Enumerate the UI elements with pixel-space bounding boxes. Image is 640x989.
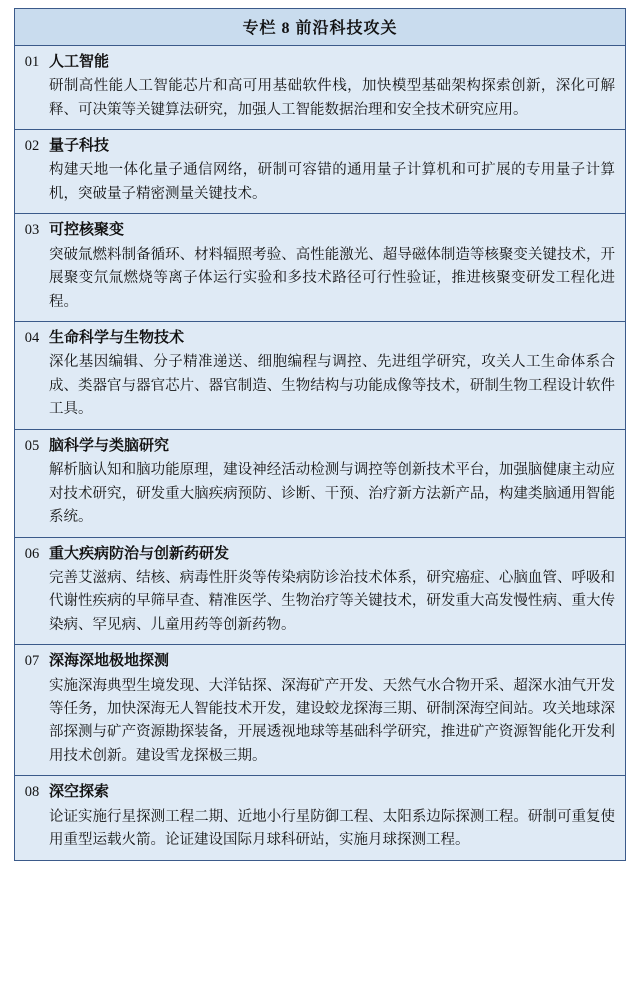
feature-box xyxy=(14,8,626,861)
box-row xyxy=(15,776,625,859)
row-number: 04 xyxy=(24,330,40,347)
row-number: 02 xyxy=(24,138,40,155)
box-row xyxy=(15,645,625,776)
box-row xyxy=(15,322,625,430)
box-row xyxy=(15,214,625,322)
row-content xyxy=(49,46,625,129)
row-number: 08 xyxy=(24,784,40,801)
row-title: 深空探索 xyxy=(49,784,110,801)
row-content xyxy=(49,430,625,537)
row-body: 突破氚燃料制备循环、材料辐照考验、高性能激光、超导磁体制造等核聚变关键技术，开展聚变氘氚燃烧等离子体运行实验和多技术路径可行性验证，推进核聚变研发工程化进程。 xyxy=(49,246,615,310)
row-number: 03 xyxy=(24,222,40,239)
row-body: 论证实施行星探测工程二期、近地小行星防御工程、太阳系边际探测工程。研制可重复使用重型运载火箭。论证建设国际月球科研站，实施月球探测工程。 xyxy=(49,808,615,849)
row-title: 脑科学与类脑研究 xyxy=(49,437,170,454)
row-body: 研制高性能人工智能芯片和高可用基础软件栈，加快模型基础架构探索创新，深化可解释、可决策等关键算法研究，加强人工智能数据治理和安全技术研究应用。 xyxy=(49,78,615,118)
row-content xyxy=(49,645,625,775)
row-title: 人工智能 xyxy=(49,54,110,70)
row-title: 深海深地极地探测 xyxy=(49,653,170,670)
box-row xyxy=(15,538,625,646)
row-number: 06 xyxy=(24,545,40,562)
row-title: 重大疾病防治与创新药研发 xyxy=(49,545,230,562)
row-title: 量子科技 xyxy=(49,138,110,155)
box-row xyxy=(15,430,625,538)
row-content xyxy=(49,214,625,321)
row-body: 实施深海典型生境发现、大洋钻探、深海矿产开发、天然气水合物开采、超深水油气开发等任务，加快深海无人智能技术开发，建设蛟龙探海三期、研制深海空间站。攻关地球深部探测与矿产资源勘探装备，开展透视地球等基础科学研究，推进矿产资源智能化开发利用技术创新。建设雪龙探极三期。 xyxy=(49,677,615,764)
box-row xyxy=(15,130,625,214)
row-title: 生命科学与生物技术 xyxy=(49,330,185,347)
box-title: 专栏 8 前沿科技攻关 xyxy=(15,9,625,46)
row-content xyxy=(49,776,625,859)
row-number: 07 xyxy=(24,653,40,670)
row-body: 解析脑认知和脑功能原理，建设神经活动检测与调控等创新技术平台，加强脑健康主动应对技术研究，研发重大脑疾病预防、诊断、干预、治疗新方法新产品，构建类脑通用智能系统。 xyxy=(49,462,615,526)
row-body: 完善艾滋病、结核、病毒性肝炎等传染病防诊治技术体系，研究癌症、心脑血管、呼吸和代谢性疾病的早筛早查、精准医学、生物治疗等关键技术，研发重大高发慢性病、重大传染病、罕见病、儿童用药等创新药物。 xyxy=(49,569,615,633)
row-content xyxy=(49,130,625,213)
row-content xyxy=(49,322,625,429)
row-number: 05 xyxy=(24,437,40,454)
row-number: 01 xyxy=(24,54,40,70)
row-body: 构建天地一体化量子通信网络，研制可容错的通用量子计算机和可扩展的专用量子计算机，突破量子精密测量关键技术。 xyxy=(49,162,615,202)
box-row xyxy=(15,46,625,130)
row-body: 深化基因编辑、分子精准递送、细胞编程与调控、先进组学研究，攻关人工生命体系合成、类器官与器官芯片、器官制造、生物结构与功能成像等技术，研制生物工程设计软件工具。 xyxy=(49,354,615,418)
row-content xyxy=(49,538,625,645)
row-title: 可控核聚变 xyxy=(49,222,125,239)
